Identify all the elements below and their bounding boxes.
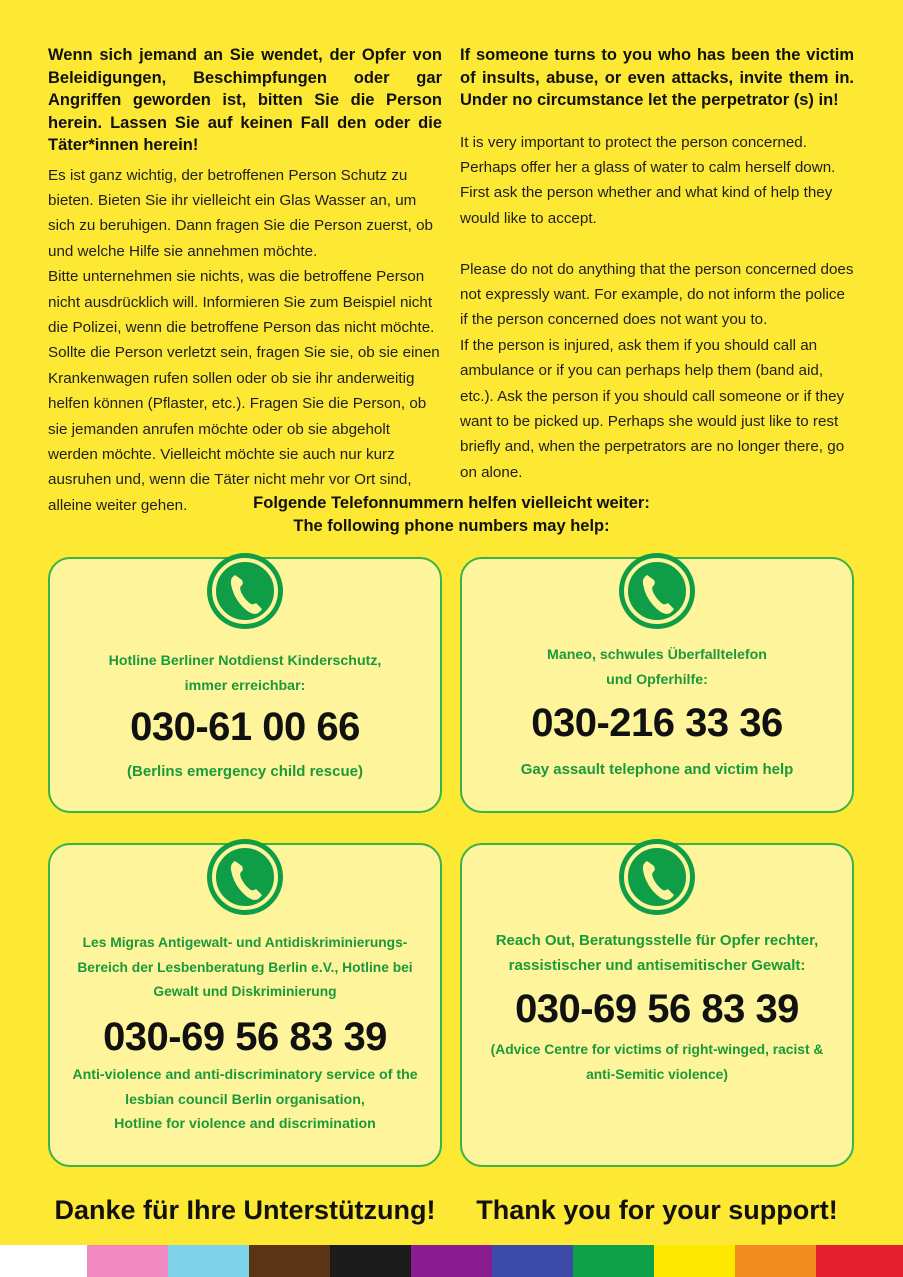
- phone-icon: [205, 837, 285, 917]
- phone-icon: [617, 551, 697, 631]
- color-stripe: [0, 1245, 87, 1277]
- hotline-number[interactable]: 030-216 33 36: [531, 701, 783, 745]
- thanks-german: Danke für Ihre Unterstützung!: [54, 1195, 436, 1225]
- phone-icon: [617, 837, 697, 917]
- hotline-label: Reach Out, Beratungsstelle für Opfer rechter, rassistischer und antisemitischer Gewalt:: [495, 932, 819, 974]
- hotline-description: (Advice Centre for victims of right-winged, racist & anti-Semitic violence): [490, 1042, 824, 1082]
- color-stripe: [249, 1245, 330, 1277]
- hotline-label: Maneo, schwules Überfalltelefon und Opferhilfe:: [547, 647, 767, 688]
- hotline-number[interactable]: 030-61 00 66: [130, 705, 360, 749]
- hotline-description: (Berlins emergency child rescue): [127, 763, 363, 780]
- german-column: [48, 44, 442, 518]
- phones-intro-en: The following phone numbers may help:: [293, 517, 610, 535]
- phones-intro-de: Folgende Telefonnummern helfen vielleicht weiter:: [253, 494, 650, 512]
- german-body: Es ist ganz wichtig, der betroffenen Person Schutz zu bieten. Bieten Sie ihr vielleicht ein Glas Wasser an, um sich zu beruhigen. Dann fragen Sie die Person zuerst, ob und welche Hilfe sie annehmen möchte. Bitte unternehmen sie nichts, was die betroffene Person nicht ausdrücklich will. Informieren Sie zum Beispiel nicht die Polizei, wenn die betroffene Person das nicht möchte. Sollte die Person verletzt sein, fragen Sie sie, ob sie einen Krankenwagen rufen sollen oder ob sie ihr anderweitig helfen können (Pflaster, etc.). Fragen Sie die Person, ob sie jemanden anrufen möchte oder ob sie abgeholt werden möchte. Vielleicht möchte sie auch nur kurz ausruhen und, wenn die Täter nicht mehr vor Ort sind, alleine weiter gehen.: [48, 166, 440, 514]
- hotline-card-maneo: [460, 557, 854, 813]
- color-stripe: [411, 1245, 492, 1277]
- phones-intro: [0, 492, 903, 538]
- color-stripe: [816, 1245, 903, 1277]
- english-heading: If someone turns to you who has been the victim of insults, abuse, or even attacks, invite them in. Under no circumstance let the perpetrator (s) in!: [460, 46, 854, 109]
- color-stripe: [654, 1245, 735, 1277]
- color-stripe: [168, 1245, 249, 1277]
- color-stripe: [330, 1245, 411, 1277]
- hotline-description: Gay assault telephone and victim help: [520, 761, 794, 778]
- hotline-number[interactable]: 030-69 56 83 39: [515, 987, 799, 1031]
- hotline-card-les-migras: [48, 843, 442, 1167]
- hotline-number[interactable]: 030-69 56 83 39: [103, 1015, 387, 1059]
- color-stripe: [573, 1245, 654, 1277]
- color-stripe: [87, 1245, 168, 1277]
- hotline-description: Anti-violence and anti-discriminatory service of the lesbian council Berlin organisation, Hotline for violence and discrimination: [72, 1067, 418, 1132]
- german-heading: Wenn sich jemand an Sie wendet, der Opfer von Beleidigungen, Beschimpfungen oder gar Angriffen geworden ist, bitten Sie die Person herein. Lassen Sie auf keinen Fall den oder die Täter*innen herein!: [48, 46, 442, 154]
- hotline-card-child-rescue: [48, 557, 442, 813]
- hotline-card-reach-out: [460, 843, 854, 1167]
- color-stripe: [492, 1245, 573, 1277]
- thanks-english: Thank you for your support!: [476, 1195, 838, 1225]
- color-stripe: [735, 1245, 816, 1277]
- rainbow-stripe-bar: [0, 1245, 903, 1277]
- english-column: [460, 44, 854, 485]
- phone-icon: [205, 551, 285, 631]
- hotline-label: Hotline Berliner Notdienst Kinderschutz, immer erreichbar:: [108, 653, 382, 694]
- hotline-label: Les Migras Antigewalt- und Antidiskriminierungs- Bereich der Lesbenberatung Berlin e.V., Hotline bei Gewalt und Diskriminierung: [77, 935, 413, 999]
- english-body: It is very important to protect the person concerned. Perhaps offer her a glass of water to calm herself down. First ask the person whether and what kind of help they would like to accept. Please do not do anything that the person concerned does not expressly want. For example, do not inform the police if the person concerned does not want you to. If the person is injured, ask them if you should call an ambulance or if you can perhaps help them (band aid, etc.). Ask the person if you should call someone or if they want to be picked up. Perhaps she would just like to rest briefly and, when the perpetrators are no longer there, go on alone.: [460, 133, 854, 481]
